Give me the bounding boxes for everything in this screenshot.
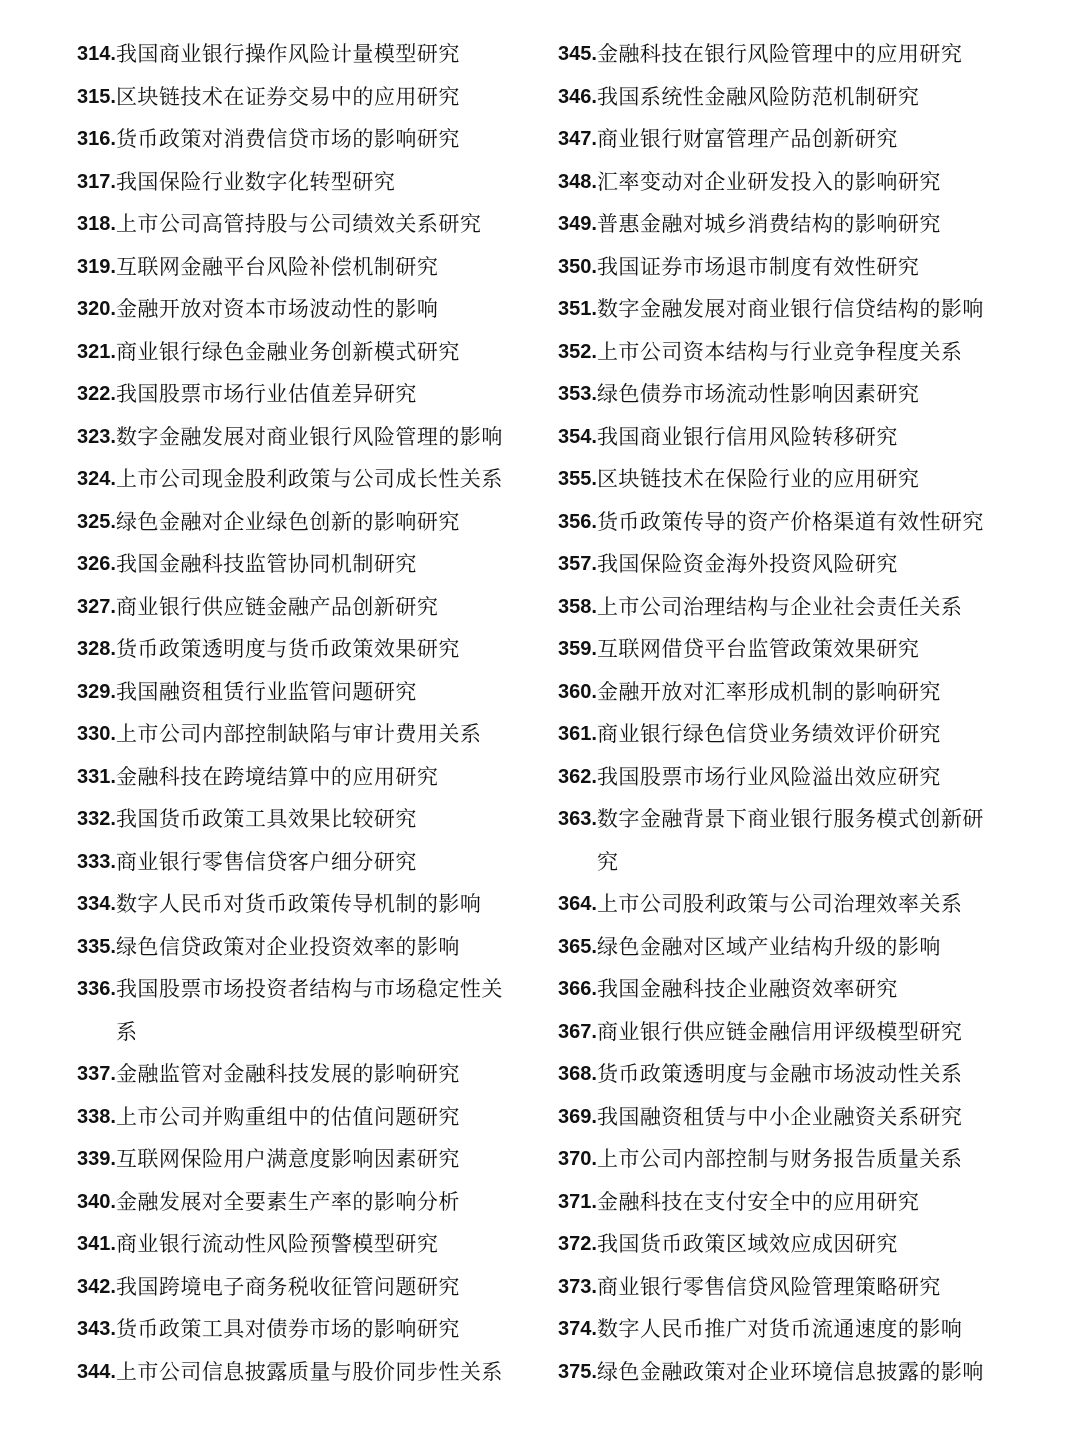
topic-number: 354. xyxy=(558,425,597,448)
topic-number: 370. xyxy=(558,1148,597,1170)
topic-item xyxy=(77,543,529,586)
topic-number: 322. xyxy=(77,383,116,405)
topic-item xyxy=(558,1181,1010,1224)
topic-number: 356. xyxy=(558,510,597,533)
topic-number: 316. xyxy=(77,128,116,150)
topic-title: 商业银行供应链金融信用评级模型研究 xyxy=(596,1019,963,1044)
topic-title: 我国金融科技企业融资效率研究 xyxy=(596,977,898,1001)
topic-item xyxy=(558,246,1010,289)
topic-title: 上市公司资本结构与行业竞争程度关系 xyxy=(596,339,963,364)
topic-item xyxy=(558,968,1010,1011)
topic-item xyxy=(558,161,1010,204)
topic-item xyxy=(558,501,1010,544)
topic-item xyxy=(558,288,1010,331)
topic-title: 数字人民币对货币政策传导机制的影响 xyxy=(115,892,482,916)
topic-list-right xyxy=(558,33,1010,1393)
topic-title: 我国金融科技监管协同机制研究 xyxy=(115,552,417,576)
topic-item xyxy=(77,1096,529,1139)
topic-item xyxy=(77,883,529,926)
topic-number: 329. xyxy=(77,680,116,703)
topic-number: 365. xyxy=(558,935,597,958)
topic-number: 353. xyxy=(558,383,597,405)
topic-title: 我国货币政策工具效果比较研究 xyxy=(115,807,417,831)
topic-number: 345. xyxy=(558,43,597,65)
topic-title: 上市公司信息披露质量与股价同步性关系 xyxy=(115,1359,503,1384)
topic-item xyxy=(77,1266,529,1309)
topic-item xyxy=(558,1011,1010,1054)
topic-title: 货币政策对消费信贷市场的影响研究 xyxy=(115,127,460,151)
topic-number: 320. xyxy=(77,298,116,320)
topic-item xyxy=(558,331,1010,374)
topic-title: 金融科技在支付安全中的应用研究 xyxy=(596,1189,920,1214)
topic-title: 我国货币政策区域效应成因研究 xyxy=(596,1232,898,1256)
topic-title: 我国股票市场行业估值差异研究 xyxy=(115,382,417,406)
topic-item xyxy=(558,756,1010,799)
topic-title: 普惠金融对城乡消费结构的影响研究 xyxy=(596,212,941,236)
topic-number: 359. xyxy=(558,638,597,660)
topic-item xyxy=(77,161,529,204)
topic-number: 360. xyxy=(558,680,597,703)
topic-title: 我国商业银行信用风险转移研究 xyxy=(596,424,898,449)
topic-number: 368. xyxy=(558,1063,597,1085)
topic-number: 326. xyxy=(77,553,116,575)
topic-title: 货币政策透明度与货币政策效果研究 xyxy=(115,637,460,661)
topic-number: 348. xyxy=(558,170,597,193)
topic-number: 343. xyxy=(77,1318,116,1340)
topic-number: 327. xyxy=(77,595,116,618)
topic-title: 上市公司内部控制缺陷与审计费用关系 xyxy=(115,722,482,746)
topic-item xyxy=(558,883,1010,926)
topic-item xyxy=(77,1053,529,1096)
topic-title: 汇率变动对企业研发投入的影响研究 xyxy=(596,169,941,194)
topic-number: 338. xyxy=(77,1105,116,1128)
topic-item xyxy=(558,416,1010,459)
topic-title: 我国跨境电子商务税收征管问题研究 xyxy=(115,1274,460,1299)
topic-title: 商业银行供应链金融产品创新研究 xyxy=(115,594,439,619)
topic-title: 上市公司股利政策与公司治理效率关系 xyxy=(596,892,963,916)
topic-title: 上市公司高管持股与公司绩效关系研究 xyxy=(115,212,482,236)
topic-title: 上市公司现金股利政策与公司成长性关系 xyxy=(115,467,503,491)
topic-title: 我国股票市场投资者结构与市场稳定性关系 xyxy=(115,977,503,1044)
topic-number: 334. xyxy=(77,893,116,915)
topic-list-left xyxy=(77,33,529,1393)
topic-number: 319. xyxy=(77,255,116,278)
topic-item xyxy=(77,1351,529,1394)
topic-item xyxy=(558,1138,1010,1181)
topic-number: 314. xyxy=(77,43,116,65)
topic-item xyxy=(77,458,529,501)
topic-number: 366. xyxy=(558,978,597,1000)
topic-number: 374. xyxy=(558,1318,597,1340)
topic-number: 362. xyxy=(558,765,597,788)
topic-number: 328. xyxy=(77,638,116,660)
topic-title: 我国保险资金海外投资风险研究 xyxy=(596,552,898,576)
topic-number: 331. xyxy=(77,765,116,788)
topic-item xyxy=(77,586,529,629)
topic-number: 339. xyxy=(77,1148,116,1170)
topic-item xyxy=(77,288,529,331)
topic-title: 互联网保险用户满意度影响因素研究 xyxy=(115,1147,460,1171)
topic-number: 321. xyxy=(77,340,116,363)
topic-title: 货币政策传导的资产价格渠道有效性研究 xyxy=(596,509,984,534)
topic-item xyxy=(558,1308,1010,1351)
topic-number: 317. xyxy=(77,170,116,193)
topic-item xyxy=(558,203,1010,246)
topic-number: 371. xyxy=(558,1190,597,1213)
topic-number: 363. xyxy=(558,808,597,830)
topic-item xyxy=(77,246,529,289)
topic-title: 金融发展对全要素生产率的影响分析 xyxy=(115,1189,460,1214)
topic-number: 358. xyxy=(558,595,597,618)
topic-number: 372. xyxy=(558,1233,597,1255)
topic-item xyxy=(77,926,529,969)
topic-item xyxy=(77,713,529,756)
topic-title: 我国系统性金融风险防范机制研究 xyxy=(596,84,920,109)
topic-title: 商业银行流动性风险预警模型研究 xyxy=(115,1232,439,1256)
topic-number: 315. xyxy=(77,85,116,108)
topic-number: 346. xyxy=(558,85,597,108)
topic-title: 我国保险行业数字化转型研究 xyxy=(115,169,396,194)
topic-number: 333. xyxy=(77,850,116,873)
topic-title: 绿色信贷政策对企业投资效率的影响 xyxy=(115,934,460,959)
topic-title: 商业银行零售信贷客户细分研究 xyxy=(115,849,417,874)
topic-item xyxy=(77,203,529,246)
topic-number: 323. xyxy=(77,425,116,448)
topic-item xyxy=(558,1223,1010,1266)
topic-item xyxy=(77,756,529,799)
topic-item xyxy=(77,416,529,459)
topic-title: 数字金融背景下商业银行服务模式创新研究 xyxy=(596,807,984,874)
topic-title: 货币政策工具对债券市场的影响研究 xyxy=(115,1317,460,1341)
topic-title: 上市公司治理结构与企业社会责任关系 xyxy=(596,594,963,619)
topic-title: 数字金融发展对商业银行风险管理的影响 xyxy=(115,424,503,449)
topic-title: 上市公司并购重组中的估值问题研究 xyxy=(115,1104,460,1129)
topic-title: 我国融资租赁与中小企业融资关系研究 xyxy=(596,1104,963,1129)
topic-number: 324. xyxy=(77,468,116,490)
topic-item xyxy=(77,331,529,374)
topic-number: 318. xyxy=(77,213,116,235)
topic-title: 区块链技术在证券交易中的应用研究 xyxy=(115,84,460,109)
topic-item xyxy=(77,501,529,544)
topic-number: 375. xyxy=(558,1360,597,1383)
topic-number: 351. xyxy=(558,298,597,320)
topic-number: 342. xyxy=(77,1275,116,1298)
topic-item xyxy=(558,76,1010,119)
topic-item xyxy=(558,1266,1010,1309)
topic-title: 商业银行绿色信贷业务绩效评价研究 xyxy=(596,722,941,746)
topic-item xyxy=(77,1308,529,1351)
topic-title: 绿色金融对企业绿色创新的影响研究 xyxy=(115,509,460,534)
topic-item xyxy=(77,968,529,1053)
topic-item xyxy=(77,1181,529,1224)
topic-title: 商业银行财富管理产品创新研究 xyxy=(596,127,898,151)
topic-title: 金融开放对汇率形成机制的影响研究 xyxy=(596,679,941,704)
topic-title: 金融开放对资本市场波动性的影响 xyxy=(115,297,439,321)
topic-title: 金融监管对金融科技发展的影响研究 xyxy=(115,1062,460,1086)
topic-number: 335. xyxy=(77,935,116,958)
topic-title: 商业银行零售信贷风险管理策略研究 xyxy=(596,1274,941,1299)
topic-item xyxy=(77,76,529,119)
topic-number: 361. xyxy=(558,723,597,745)
topic-title: 区块链技术在保险行业的应用研究 xyxy=(596,467,920,491)
topic-number: 373. xyxy=(558,1275,597,1298)
topic-title: 货币政策透明度与金融市场波动性关系 xyxy=(596,1062,963,1086)
topic-number: 340. xyxy=(77,1190,116,1213)
topic-number: 325. xyxy=(77,510,116,533)
topic-item xyxy=(558,628,1010,671)
topic-title: 我国证券市场退市制度有效性研究 xyxy=(596,254,920,279)
topic-title: 互联网金融平台风险补偿机制研究 xyxy=(115,254,439,279)
topic-number: 350. xyxy=(558,255,597,278)
topic-item xyxy=(77,628,529,671)
topic-item xyxy=(77,841,529,884)
topic-title: 绿色债券市场流动性影响因素研究 xyxy=(596,382,920,406)
topic-title: 数字人民币推广对货币流通速度的影响 xyxy=(596,1317,963,1341)
topic-item xyxy=(558,1096,1010,1139)
topic-item xyxy=(558,373,1010,416)
topic-number: 364. xyxy=(558,893,597,915)
topic-title: 数字金融发展对商业银行信贷结构的影响 xyxy=(596,297,984,321)
topic-item xyxy=(77,33,529,76)
topic-number: 347. xyxy=(558,128,597,150)
topic-number: 337. xyxy=(77,1063,116,1085)
topic-title: 绿色金融对区域产业结构升级的影响 xyxy=(596,934,941,959)
topic-item xyxy=(77,373,529,416)
topic-title: 商业银行绿色金融业务创新模式研究 xyxy=(115,339,460,364)
topic-item xyxy=(77,798,529,841)
topic-item xyxy=(558,671,1010,714)
topic-number: 349. xyxy=(558,213,597,235)
topic-number: 341. xyxy=(77,1233,116,1255)
topic-item xyxy=(558,118,1010,161)
topic-title: 金融科技在跨境结算中的应用研究 xyxy=(115,764,439,789)
topic-number: 332. xyxy=(77,808,116,830)
topic-title: 上市公司内部控制与财务报告质量关系 xyxy=(596,1147,963,1171)
topic-item xyxy=(558,33,1010,76)
topic-item xyxy=(77,118,529,161)
topic-number: 352. xyxy=(558,340,597,363)
topic-item xyxy=(558,926,1010,969)
topic-title: 我国融资租赁行业监管问题研究 xyxy=(115,679,417,704)
topic-item xyxy=(558,713,1010,756)
topic-item xyxy=(558,1053,1010,1096)
topic-number: 355. xyxy=(558,468,597,490)
topic-item xyxy=(558,1351,1010,1394)
topic-number: 344. xyxy=(77,1360,116,1383)
topic-number: 369. xyxy=(558,1105,597,1128)
topic-item xyxy=(558,458,1010,501)
topic-number: 367. xyxy=(558,1020,597,1043)
topic-item xyxy=(77,1138,529,1181)
topic-title: 金融科技在银行风险管理中的应用研究 xyxy=(596,42,963,66)
topic-title: 我国商业银行操作风险计量模型研究 xyxy=(115,42,460,66)
topic-item xyxy=(558,543,1010,586)
topic-title: 互联网借贷平台监管政策效果研究 xyxy=(596,637,920,661)
topic-item xyxy=(558,798,1010,883)
topic-item xyxy=(558,586,1010,629)
topic-title: 我国股票市场行业风险溢出效应研究 xyxy=(596,764,941,789)
topic-number: 330. xyxy=(77,723,116,745)
topic-item xyxy=(77,1223,529,1266)
topic-title: 绿色金融政策对企业环境信息披露的影响 xyxy=(596,1359,984,1384)
topic-number: 336. xyxy=(77,978,116,1000)
topic-number: 357. xyxy=(558,553,597,575)
topic-item xyxy=(77,671,529,714)
